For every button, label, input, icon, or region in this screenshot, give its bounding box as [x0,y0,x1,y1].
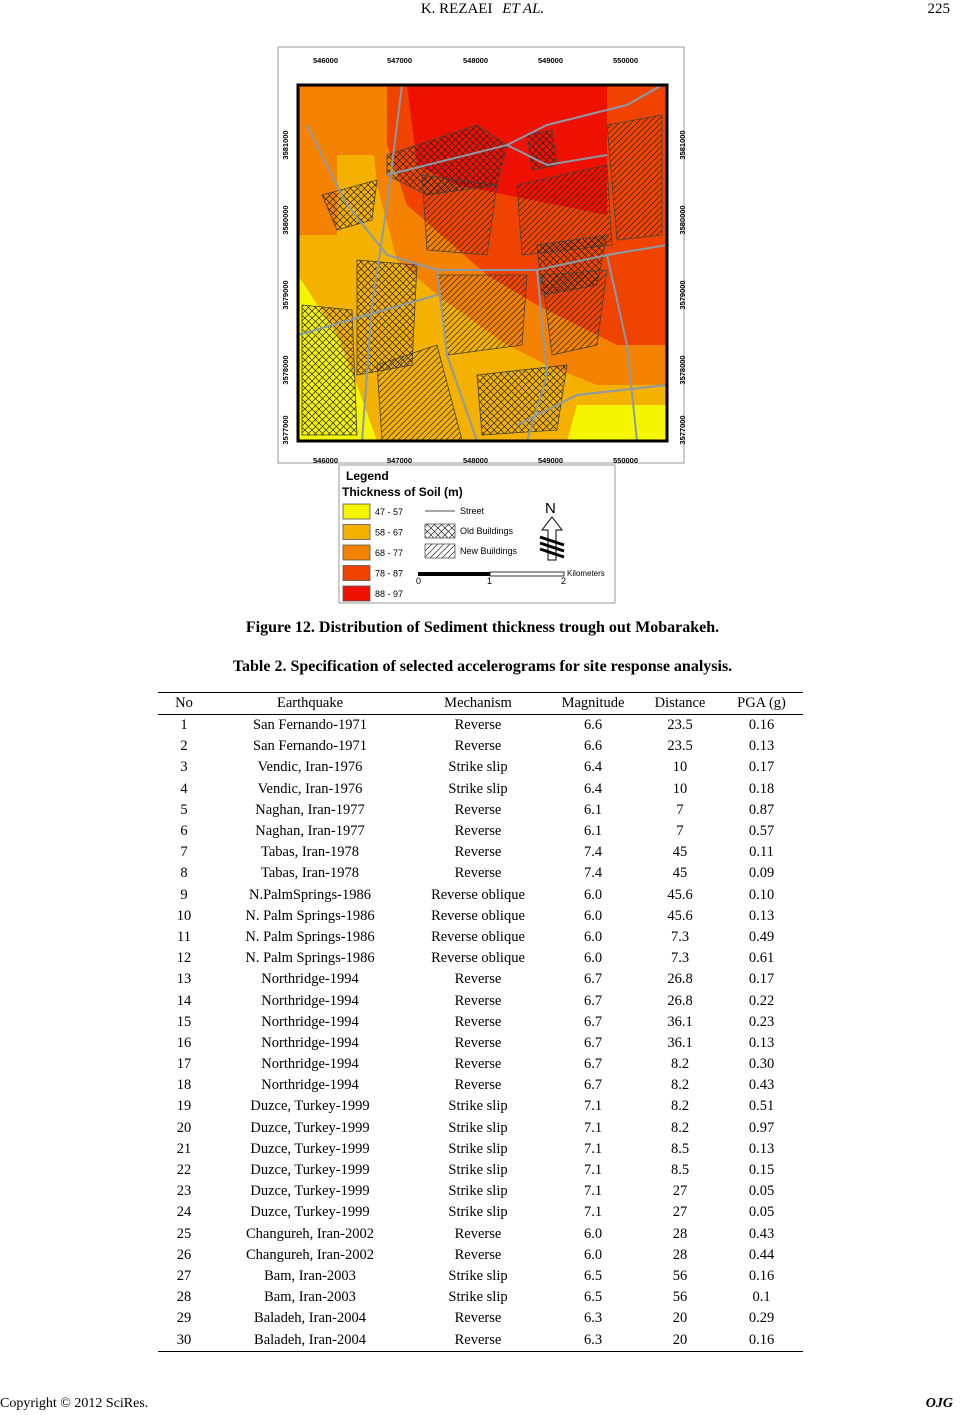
table-row [158,842,803,863]
cell-mechanism: Reverse [454,823,502,840]
scale-unit: Kilometers [567,569,605,578]
cell-distance: 26.8 [667,992,693,1009]
new-buildings-area [542,270,607,355]
cell-earthquake: Northridge-1994 [261,1013,359,1030]
figure-caption: Figure 12. Distribution of Sediment thickness trough out Mobarakeh. [245,619,720,636]
cell-earthquake: N. Palm Springs-1986 [245,928,375,945]
thickness-class-label: 88 - 97 [375,589,404,599]
cell-magnitude: 6.6 [583,738,603,755]
cell-mechanism: Strike slip [448,759,508,776]
legend-symbol-label: New Buildings [460,546,518,556]
cell-distance: 36.1 [667,1013,693,1030]
table-row [158,948,803,969]
cell-magnitude: 7.1 [583,1204,603,1221]
cell-magnitude: 6.0 [583,907,603,924]
cell-earthquake: Vendic, Iran-1976 [257,780,363,797]
scale-bar-segment [490,572,564,576]
easting-label: 548000 [463,456,489,465]
cell-earthquake: Northridge-1994 [261,1056,359,1073]
cell-earthquake: Northridge-1994 [261,1034,359,1051]
cell-distance: 20 [640,1329,720,1351]
cell-no: 3 [180,759,188,776]
cell-pga: 0.13 [748,1034,775,1051]
legend-symbol-label: Street [460,506,485,516]
thickness-class-label: 78 - 87 [375,568,404,579]
cell-distance: 8.2 [670,1077,690,1094]
table-row [158,1096,803,1117]
scale-tick: 1 [487,576,493,586]
cell-magnitude: 7.1 [583,1183,603,1200]
cell-no: 13 [176,971,192,988]
easting-label: 550000 [613,56,639,65]
cell-mechanism: Reverse [454,971,502,988]
table-row [158,779,803,800]
cell-mechanism: Reverse [454,1056,502,1073]
cell-pga: 0.49 [748,928,775,945]
cell-magnitude: 6.1 [583,823,603,840]
cell-no: 14 [176,992,192,1009]
table-row [158,1139,803,1160]
cell-no: 18 [176,1077,192,1094]
cell-distance: 36.1 [667,1034,693,1051]
easting-label: 547000 [387,456,413,465]
cell-magnitude: 6.4 [583,780,603,797]
cell-earthquake: Tabas, Iran-1978 [260,844,360,861]
cell-mechanism: Strike slip [448,1119,508,1136]
cell-no: 30 [158,1329,210,1351]
cell-mechanism: Strike slip [448,1183,508,1200]
easting-label: 548000 [463,56,489,65]
cell-mechanism: Strike slip [448,1098,508,1115]
thickness-class-label: 58 - 67 [375,527,404,538]
cell-pga: 0.18 [748,780,775,797]
cell-no: 4 [180,780,188,797]
cell-pga: 0.05 [748,1183,775,1200]
scale-tick: 0 [416,576,422,586]
cell-earthquake: N. Palm Springs-1986 [245,950,375,967]
new-buildings-area [437,275,527,355]
table-row [158,1054,803,1075]
cell-distance: 7 [676,823,684,840]
running-header [0,1,965,18]
table-body [158,715,803,1352]
northing-label: 3580000 [678,205,687,235]
table-row [158,1075,803,1096]
cell-earthquake: Baladeh, Iran-2004 [254,1310,366,1327]
cell-distance: 26.8 [667,971,693,988]
cell-pga: 0.51 [748,1098,775,1115]
cell-pga: 0.16 [748,717,775,734]
zone-47-57b [567,405,667,441]
cell-no: 15 [176,1013,192,1030]
cell-distance: 20 [672,1310,688,1327]
cell-mechanism: Reverse [454,992,502,1009]
footer-journal: OJG [925,1396,953,1411]
cell-distance: 8.5 [670,1140,690,1157]
cell-magnitude: 7.4 [583,865,603,882]
table-row [158,1266,803,1287]
scale-bar-segment [418,572,490,576]
table-row [158,863,803,884]
cell-distance: 8.2 [670,1119,690,1136]
table-row [158,927,803,948]
cell-distance: 10 [672,780,688,797]
cell-magnitude: 6.5 [583,1267,603,1284]
cell-no: 29 [176,1310,192,1327]
easting-label: 546000 [313,456,339,465]
cell-pga: 0.23 [748,1013,775,1030]
cell-pga: 0.43 [748,1225,775,1242]
cell-earthquake: Northridge-1994 [261,992,359,1009]
table-row [158,1160,803,1181]
cell-earthquake: Northridge-1994 [261,971,359,988]
soil-thickness-map [277,45,685,605]
cell-distance: 27 [672,1204,688,1221]
cell-earthquake: Duzce, Turkey-1999 [250,1140,370,1157]
cell-earthquake: Vendic, Iran-1976 [257,759,363,776]
cell-no: 21 [176,1140,192,1157]
col-header-earthquake: Earthquake [210,693,410,715]
cell-pga: 0.97 [748,1119,775,1136]
table-row [158,990,803,1011]
thickness-class-swatch [343,525,370,540]
col-header-distance: Distance [640,693,720,715]
cell-earthquake: Bam, Iran-2003 [264,1289,356,1306]
table-row [158,1118,803,1139]
cell-magnitude: 7.1 [583,1140,603,1157]
cell-magnitude: 6.7 [583,1077,603,1094]
northing-label: 3577000 [281,415,290,445]
cell-no: 28 [176,1289,192,1306]
cell-no: 10 [176,907,192,924]
table-row [158,906,803,927]
table-row [158,1308,803,1329]
table-row [158,736,803,757]
cell-mechanism: Reverse [454,1310,502,1327]
table-row [158,821,803,842]
table-row [158,1287,803,1308]
cell-no: 26 [176,1246,192,1263]
easting-label: 549000 [538,56,564,65]
cell-magnitude: 6.7 [583,1034,603,1051]
cell-mechanism: Reverse [410,1329,546,1351]
cell-earthquake: Baladeh, Iran-2004 [210,1329,410,1351]
cell-pga: 0.16 [748,1267,775,1284]
cell-no: 2 [180,738,188,755]
northing-label: 3580000 [281,205,290,235]
cell-pga: 0.10 [748,886,775,903]
table-row [158,1012,803,1033]
cell-magnitude: 6.7 [583,992,603,1009]
cell-no: 6 [180,823,188,840]
cell-mechanism: Strike slip [448,1289,508,1306]
cell-no: 27 [176,1267,192,1284]
cell-pga: 0.11 [749,844,774,861]
cell-no: 22 [176,1162,192,1179]
cell-earthquake: San Fernando-1971 [253,738,367,755]
cell-earthquake: N.PalmSprings-1986 [248,886,372,903]
legend-title: Legend [346,469,389,483]
cell-distance: 23.5 [667,717,693,734]
cell-magnitude: 6.7 [583,1056,603,1073]
cell-no: 5 [180,801,188,818]
table-row [158,1033,803,1054]
cell-no: 12 [176,950,192,967]
cell-pga: 0.17 [748,971,775,988]
cell-magnitude: 6.3 [546,1329,640,1351]
cell-pga: 0.43 [748,1077,775,1094]
cell-magnitude: 6.6 [583,717,603,734]
thickness-class-swatch [343,586,370,601]
cell-pga: 0.57 [748,823,775,840]
cell-pga: 0.05 [748,1204,775,1221]
cell-no: 1 [180,717,188,734]
table-caption: Table 2. Specification of selected accelerograms for site response analysis. [232,658,733,675]
cell-pga: 0.61 [748,950,775,967]
cell-earthquake: Duzce, Turkey-1999 [250,1162,370,1179]
cell-earthquake: Duzce, Turkey-1999 [250,1204,370,1221]
cell-distance: 10 [672,759,688,776]
cell-magnitude: 6.3 [583,1310,603,1327]
cell-mechanism: Reverse [454,1225,502,1242]
cell-distance: 8.2 [670,1056,690,1073]
cell-distance: 23.5 [667,738,693,755]
table-row [158,1245,803,1266]
cell-magnitude: 6.1 [583,801,603,818]
cell-magnitude: 7.1 [583,1098,603,1115]
cell-distance: 45 [672,865,688,882]
cell-earthquake: San Fernando-1971 [253,717,367,734]
soil-thickness-map-figure [277,45,685,605]
new-buildings-area [422,175,497,255]
scale-tick: 2 [561,576,567,586]
table-row [158,885,803,906]
cell-pga: 0.13 [748,738,775,755]
table-row [158,1202,803,1223]
northing-label: 3581000 [281,130,290,160]
cell-magnitude: 6.4 [583,759,603,776]
cell-magnitude: 7.1 [583,1162,603,1179]
cell-mechanism: Reverse oblique [431,928,525,945]
thickness-class-label: 47 - 57 [375,507,404,517]
col-header-magnitude: Magnitude [546,693,640,715]
table-row [158,969,803,990]
cell-no: 23 [176,1183,192,1200]
cell-mechanism: Reverse [454,844,502,861]
cell-no: 7 [180,844,188,861]
cell-no: 20 [176,1119,192,1136]
cell-distance: 7.3 [670,928,690,945]
thickness-class-swatch [343,545,370,560]
header-author: K. REZAEI [420,1,493,17]
cell-mechanism: Reverse [454,801,502,818]
cell-magnitude: 6.0 [583,1225,603,1242]
cell-earthquake: Changureh, Iran-2002 [245,1246,375,1263]
cell-earthquake: Northridge-1994 [261,1077,359,1094]
col-header-no: No [158,693,210,715]
table-row [158,1329,803,1351]
cell-no: 9 [180,886,188,903]
easting-label: 549000 [538,456,564,465]
cell-no: 24 [176,1204,192,1221]
easting-label: 547000 [387,56,413,65]
table-row [158,757,803,778]
page-number: 225 [927,1,950,17]
cell-magnitude: 6.5 [583,1289,603,1306]
legend-symbol-label: Old Buildings [460,526,514,536]
easting-label: 546000 [313,56,339,65]
cell-mechanism: Strike slip [448,1162,508,1179]
crosshatch-icon [425,524,455,538]
thickness-class-swatch [343,504,370,519]
thickness-class-label: 68 - 77 [375,548,404,558]
cell-earthquake: Bam, Iran-2003 [264,1267,356,1284]
cell-distance: 28 [672,1246,688,1263]
cell-mechanism: Reverse oblique [431,907,525,924]
northing-label: 3581000 [678,130,687,160]
map-legend [339,465,615,603]
cell-pga: 0.17 [748,759,775,776]
cell-distance: 56 [672,1267,688,1284]
table-row [158,715,803,737]
northing-label: 3577000 [678,415,687,445]
diagonal-hatch-icon [425,544,455,558]
table-row [158,1224,803,1245]
cell-pga: 0.13 [748,1140,775,1157]
cell-earthquake: Duzce, Turkey-1999 [250,1119,370,1136]
legend-subtitle: Thickness of Soil (m) [342,485,463,499]
table-row [158,1181,803,1202]
cell-distance: 56 [672,1289,688,1306]
table-row [158,800,803,821]
cell-distance: 7 [676,801,684,818]
cell-mechanism: Reverse [454,738,502,755]
cell-mechanism: Strike slip [448,780,508,797]
cell-no: 25 [176,1225,192,1242]
header-author-suffix: ET AL. [502,1,545,17]
cell-mechanism: Strike slip [448,1140,508,1157]
cell-no: 16 [176,1034,192,1051]
cell-magnitude: 6.0 [583,928,603,945]
cell-pga: 0.09 [748,865,775,882]
cell-magnitude: 6.0 [583,886,603,903]
footer-copyright: Copyright © 2012 SciRes. [0,1396,149,1411]
northing-label: 3578000 [281,355,290,385]
cell-distance: 45.6 [667,886,693,903]
col-header-pga: PGA (g) [720,693,803,715]
cell-earthquake: Naghan, Iran-1977 [255,823,365,840]
cell-no: 8 [180,865,188,882]
cell-magnitude: 6.7 [583,971,603,988]
new-buildings-area [607,115,662,240]
accelerogram-table [158,692,803,1352]
cell-mechanism: Reverse [454,865,502,882]
cell-no: 19 [176,1098,192,1115]
cell-mechanism: Reverse [454,1034,502,1051]
cell-earthquake: N. Palm Springs-1986 [245,907,375,924]
cell-no: 17 [176,1056,192,1073]
cell-distance: 28 [672,1225,688,1242]
easting-label: 550000 [613,456,639,465]
cell-pga: 0.87 [748,801,775,818]
north-label: N [545,500,556,517]
cell-pga: 0.13 [748,907,775,924]
thickness-class-swatch [343,566,370,581]
cell-earthquake: Changureh, Iran-2002 [245,1225,375,1242]
cell-distance: 7.3 [670,950,690,967]
cell-pga: 0.16 [720,1329,803,1351]
cell-mechanism: Reverse [454,1077,502,1094]
cell-distance: 45 [672,844,688,861]
cell-mechanism: Reverse [454,1013,502,1030]
cell-earthquake: Duzce, Turkey-1999 [250,1098,370,1115]
northing-label: 3578000 [678,355,687,385]
cell-pga: 0.15 [748,1162,775,1179]
col-header-mechanism: Mechanism [410,693,546,715]
cell-mechanism: Reverse oblique [431,950,525,967]
northing-label: 3579000 [281,280,290,310]
cell-magnitude: 6.0 [583,950,603,967]
cell-pga: 0.22 [748,992,775,1009]
cell-no: 11 [177,928,191,945]
cell-mechanism: Reverse [454,717,502,734]
cell-distance: 45.6 [667,907,693,924]
cell-mechanism: Reverse [454,1246,502,1263]
old-buildings-area [477,365,567,435]
cell-magnitude: 7.1 [583,1119,603,1136]
cell-pga: 0.29 [748,1310,775,1327]
cell-earthquake: Tabas, Iran-1978 [260,865,360,882]
northing-label: 3579000 [678,280,687,310]
cell-pga: 0.30 [748,1056,775,1073]
cell-earthquake: Duzce, Turkey-1999 [250,1183,370,1200]
cell-mechanism: Strike slip [448,1204,508,1221]
table-header-row [158,693,803,715]
old-buildings-area [302,305,357,435]
cell-mechanism: Strike slip [448,1267,508,1284]
cell-pga: 0.44 [748,1246,775,1263]
cell-earthquake: Naghan, Iran-1977 [255,801,365,818]
cell-distance: 8.2 [670,1098,690,1115]
cell-magnitude: 6.0 [583,1246,603,1263]
cell-magnitude: 6.7 [583,1013,603,1030]
cell-magnitude: 7.4 [583,844,603,861]
cell-mechanism: Reverse oblique [431,886,525,903]
cell-distance: 27 [672,1183,688,1200]
cell-distance: 8.5 [670,1162,690,1179]
cell-pga: 0.1 [752,1289,771,1306]
